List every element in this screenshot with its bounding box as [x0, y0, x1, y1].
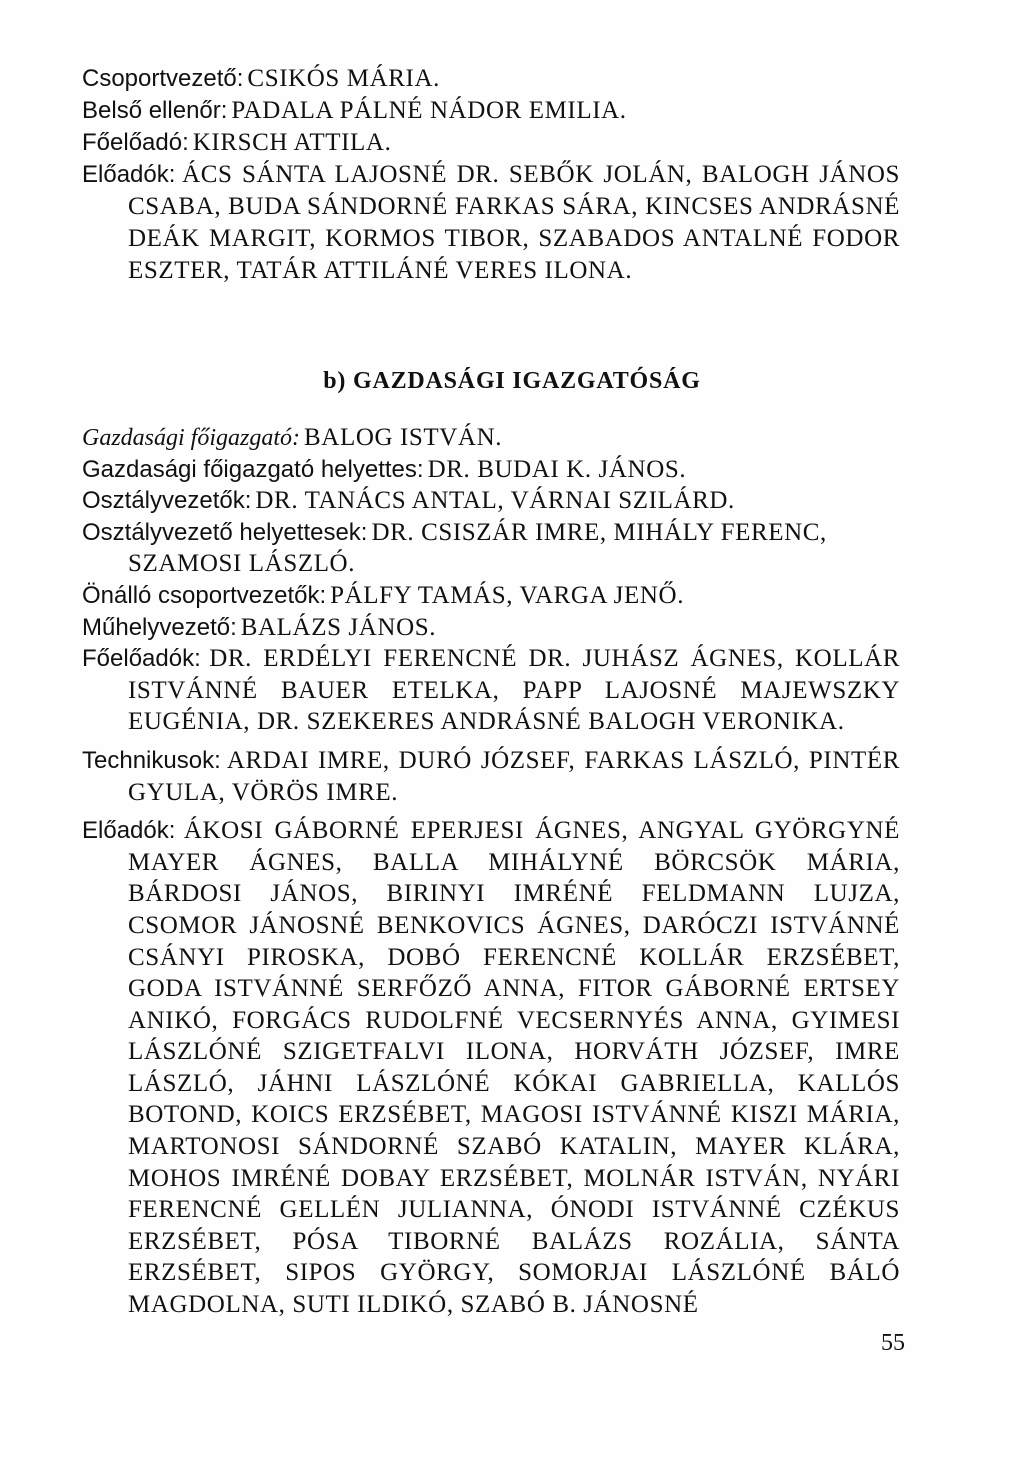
entry-value: PADALA PÁLNÉ NÁDOR EMILIA. [231, 97, 627, 124]
entry-value: DR. TANÁCS ANTAL, VÁRNAI SZILÁRD. [255, 487, 735, 515]
entry-label: Önálló csoportvezetők: [82, 581, 327, 609]
entry-value: DR. CSISZÁR IMRE, MIHÁLY FERENC, SZAMOSI LÁSZLÓ. [128, 518, 827, 578]
entry-value: KIRSCH ATTILA. [192, 129, 392, 156]
entry-value: CSIKÓS MÁRIA. [247, 65, 440, 92]
entry-foigazgato-helyettes [82, 456, 900, 488]
entry-value: PÁLFY TAMÁS, VARGA JENŐ. [330, 581, 685, 609]
entry-onallo-csoportvezetok [82, 582, 900, 614]
entry-label: Gazdasági főigazgató: [82, 425, 301, 451]
entry-osztalyvezetok [82, 487, 900, 519]
section-heading: b) GAZDASÁGI IGAZGATÓSÁG [323, 368, 701, 394]
entry-label: Osztályvezető helyettesek: [82, 518, 368, 546]
entry-label: Előadók: [82, 161, 176, 188]
entry-osztalyvezeto-helyettesek [82, 519, 900, 582]
entry-foeloadok [82, 645, 900, 740]
entry-label: Technikusok: [82, 746, 221, 774]
entry-label: Gazdasági főigazgató helyettes: [82, 455, 424, 483]
entry-value: ARDAI IMRE, DURÓ JÓZSEF, FARKAS LÁSZLÓ, PINTÉR GYULA, VÖRÖS IMRE. [128, 746, 900, 806]
entry-label: Előadók: [82, 817, 176, 845]
entry-muhelyvezeto [82, 614, 900, 646]
entry-label: Főelőadók: [82, 645, 201, 673]
entry-value: ÁCS SÁNTA LAJOSNÉ DR. SEBŐK JOLÁN, BALOGH JÁNOS CSABA, BUDA SÁNDORNÉ FARKAS SÁRA, KINCSES ANDRÁSNÉ DEÁK MARGIT, KORMOS TIBOR, SZABADOS ANTALNÉ FODOR ESZTER, TATÁR ATTILÁNÉ VERES ILONA. [128, 161, 901, 284]
staff-list-top [82, 64, 900, 288]
entry-label: Csoportvezető: [82, 65, 244, 92]
entry-eloadok [82, 817, 900, 1323]
entry-belso-ellenor [82, 96, 900, 128]
entry-label: Főelőadó: [82, 129, 189, 156]
entry-csoportvezeto [82, 64, 900, 96]
entry-label: Osztályvezetők: [82, 487, 252, 515]
entry-label: Belső ellenőr: [82, 97, 228, 124]
entry-value: BALÁZS JÁNOS. [240, 613, 437, 641]
entry-value: ÁKOSI GÁBORNÉ EPERJESI ÁGNES, ANGYAL GYÖRGYNÉ MAYER ÁGNES, BALLA MIHÁLYNÉ BÖRCSÖK MÁRIA, BÁRDOSI JÁNOS, BIRINYI IMRÉNÉ FELDMANN LUJZA, CSOMOR JÁNOSNÉ BENKOVICS ÁGNES, DARÓCZI ISTVÁNNÉ CSÁNYI PIROSKA, DOBÓ FERENCNÉ KOLLÁR ERZSÉBET, GODA ISTVÁNNÉ SERFŐZŐ ANNA, FITOR GÁBORNÉ ERTSEY ANIKÓ, FORGÁCS RUDOLFNÉ VECSERNYÉS ANNA, GYIMESI LÁSZLÓNÉ SZIGETFALVI ILONA, HORVÁTH JÓZSEF, IMRE LÁSZLÓ, JÁHNI LÁSZLÓNÉ KÓKAI GABRIELLA, KALLÓS BOTOND, KOICS ERZSÉBET, MAGOSI ISTVÁNNÉ KISZI MÁRIA, MARTONOSI SÁNDORNÉ SZABÓ KATALIN, MAYER KLÁRA, MOHOS IMRÉNÉ DOBAY ERZSÉBET, MOLNÁR ISTVÁN, NYÁRI FERENCNÉ GELLÉN JULIANNA, ÓNODI ISTVÁNNÉ CZÉKUS ERZSÉBET, PÓSA TIBORNÉ BALÁZS ROZÁLIA, SÁNTA ERZSÉBET, SIPOS GYÖRGY, SOMORJAI LÁSZLÓNÉ BÁLÓ MAGDOLNA, SUTI ILDIKÓ, SZABÓ B. JÁNOSNÉ [128, 817, 900, 1319]
entry-eloadok [82, 160, 900, 288]
entry-gazdasagi-foigazgato [82, 424, 900, 456]
entry-value: DR. ERDÉLYI FERENCNÉ DR. JUHÁSZ ÁGNES, KOLLÁR ISTVÁNNÉ BAUER ETELKA, PAPP LAJOSNÉ MAJEWSZKY EUGÉNIA, DR. SZEKERES ANDRÁSNÉ BALOGH VERONIKA. [128, 645, 900, 736]
entry-label: Műhelyvezető: [82, 613, 237, 641]
entry-value: BALOG ISTVÁN. [304, 424, 503, 451]
page-number: 55 [881, 1330, 905, 1356]
entry-value: DR. BUDAI K. JÁNOS. [427, 455, 687, 483]
entry-foeloado [82, 128, 900, 160]
entry-technikusok [82, 747, 900, 810]
staff-list-gazdasagi [82, 424, 900, 1323]
